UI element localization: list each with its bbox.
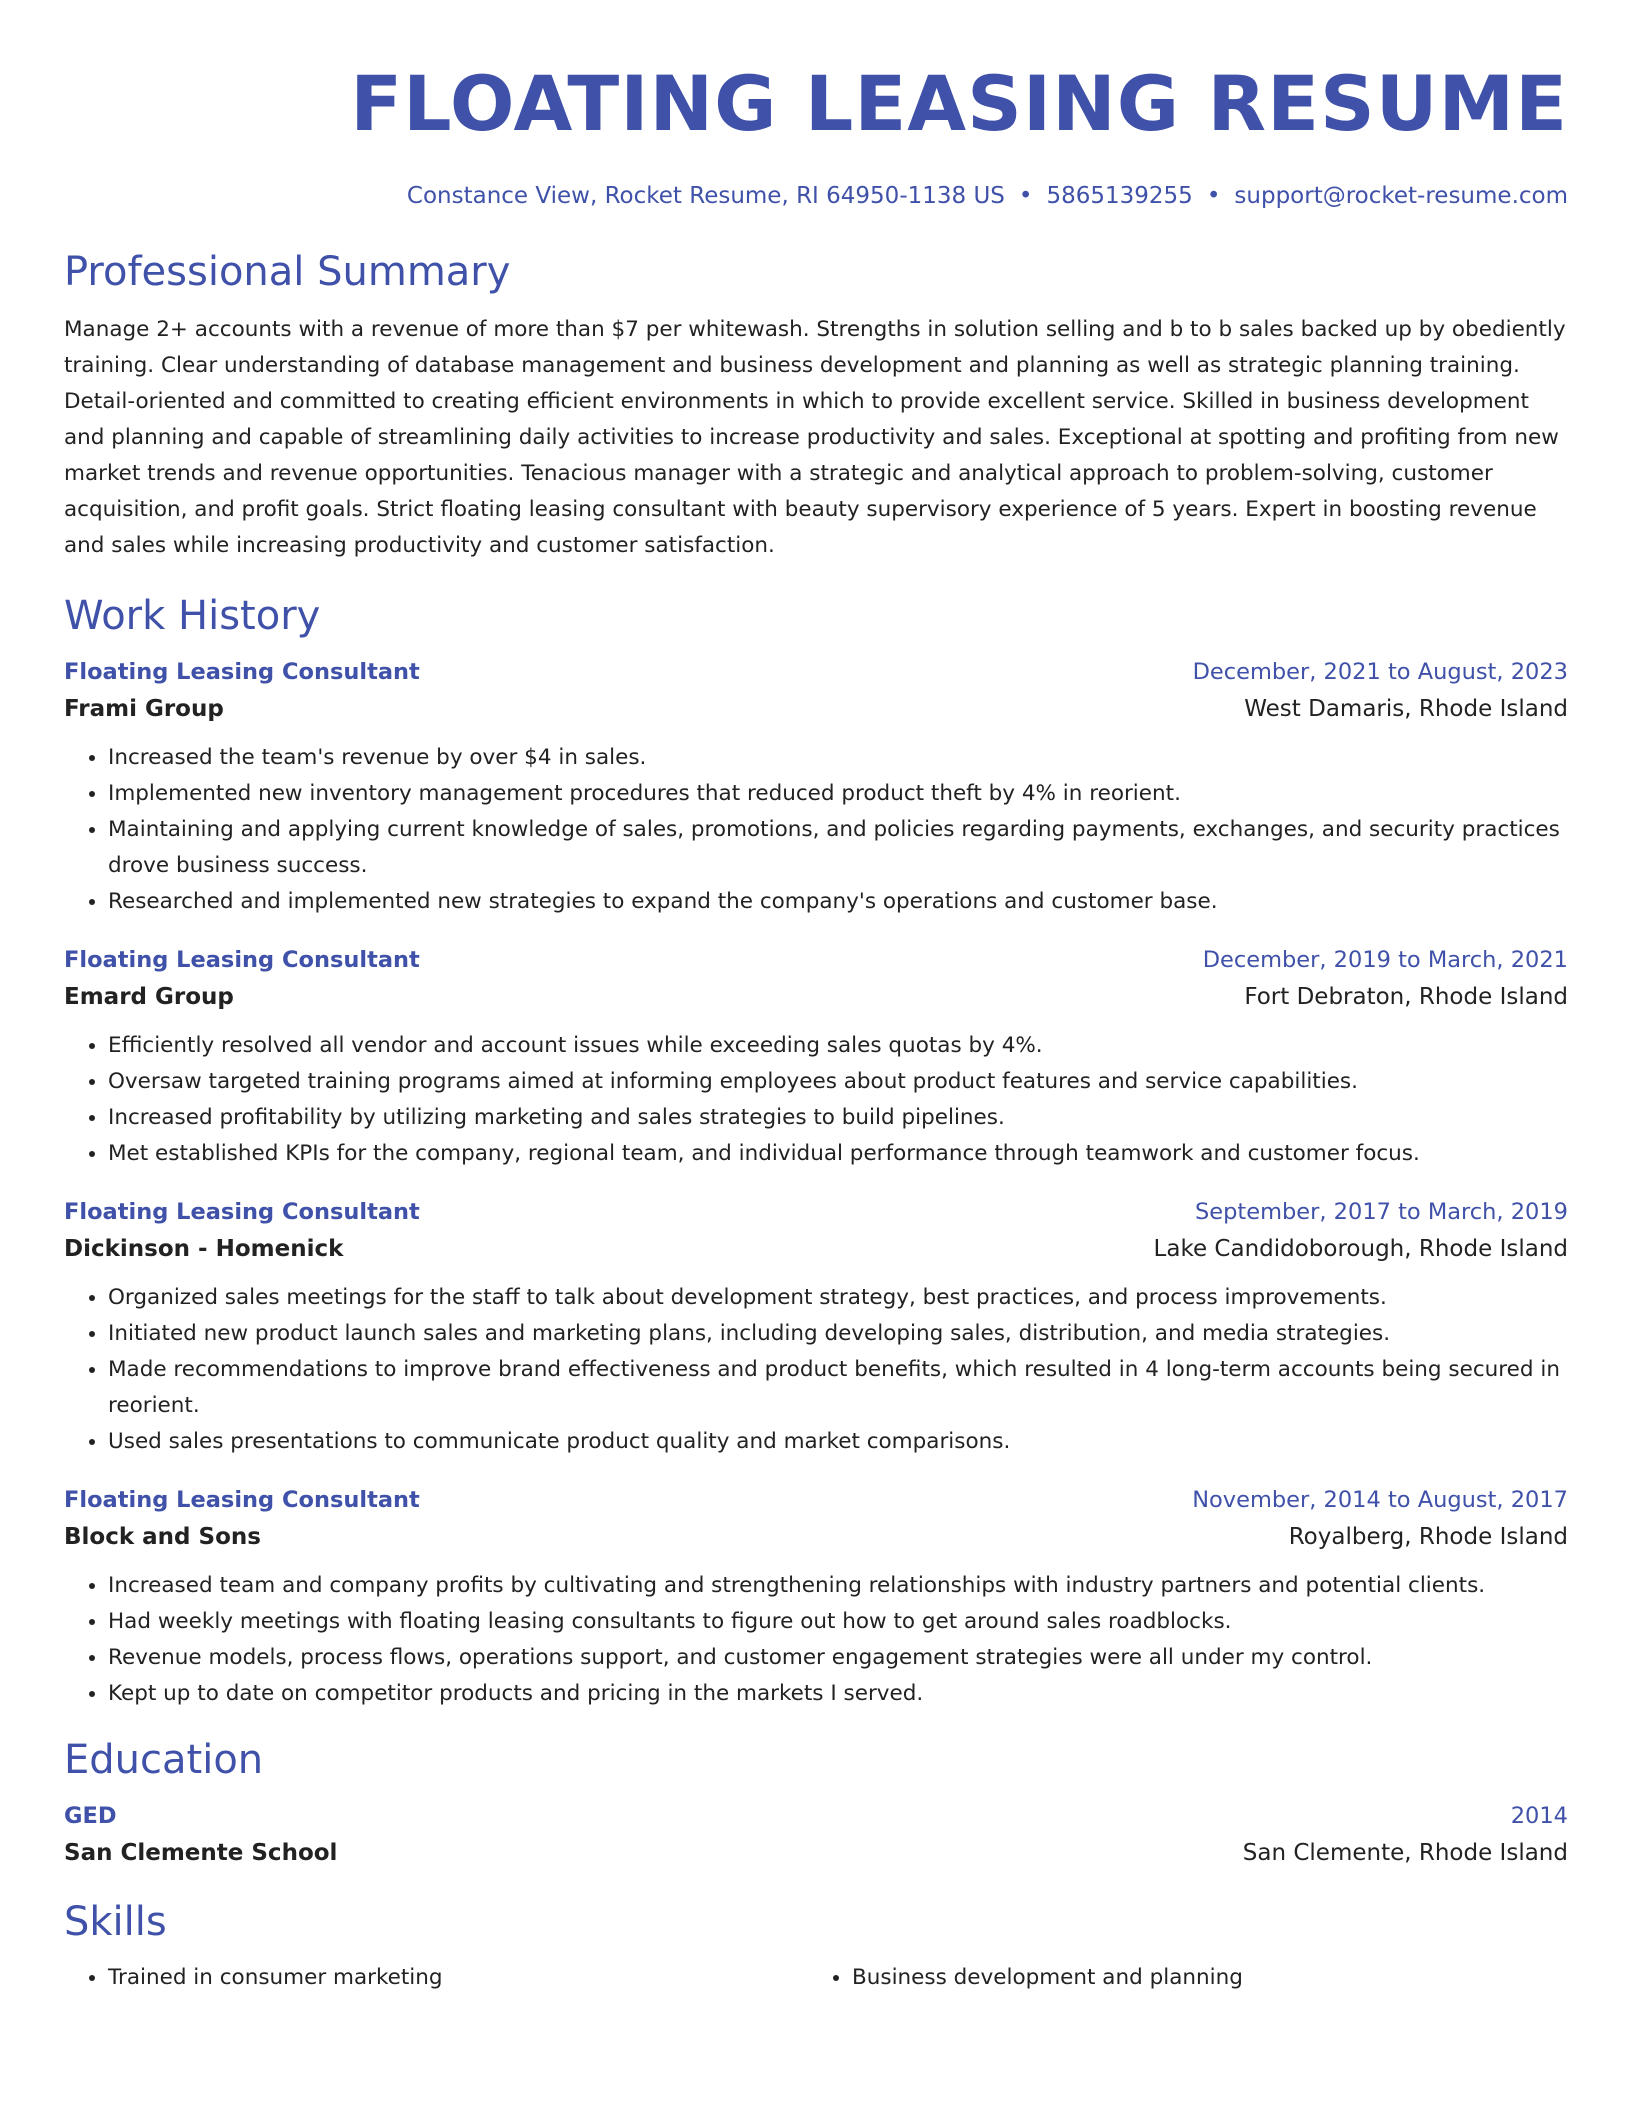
summary-text: Manage 2+ accounts with a revenue of more than $7 per whitewash. Strengths in solution selling and b to b sales backed up by obediently training. Clear understanding of database management and business development and planning as well as strategic planning training. Detail-oriented and committed to creating efficient environments in which to provide excellent service. Skilled in business development and planning and capable of streamlining daily activities to increase productivity and sales. Exceptional at spotting and profiting from new market trends and revenue opportunities. Tenacious manager with a strategic and analytical approach to problem-solving, customer acquisition, and profit goals. Strict floating leasing consultant with beauty supervisory experience of 5 years. Expert in boosting revenue and sales while increasing productivity and customer satisfaction. <box>64 317 1566 558</box>
job-bullet: • Efficiently resolved all vendor and account issues while exceeding sales quotas by 4%. <box>108 1028 1568 1064</box>
job-bullet: • Made recommendations to improve brand effectiveness and product benefits, which resulted in 4 long-term accounts being secured in reorient. <box>108 1352 1568 1424</box>
job-entry <box>64 1482 1568 1712</box>
job-bullet: • Kept up to date on competitor products and pricing in the markets I served. <box>108 1676 1568 1712</box>
job-location: Fort Debraton, Rhode Island <box>1244 984 1568 1010</box>
contact-phone: 5865139255 <box>1046 183 1193 209</box>
job-role: Floating Leasing Consultant <box>64 659 420 685</box>
contact-line <box>64 182 1568 210</box>
job-role: Floating Leasing Consultant <box>64 1487 420 1513</box>
job-entry <box>64 654 1568 920</box>
job-company: Block and Sons <box>64 1524 261 1550</box>
work-history-list <box>64 654 1568 1712</box>
job-bullets <box>64 1028 1568 1172</box>
job-bullets <box>64 1568 1568 1712</box>
job-company: Emard Group <box>64 984 234 1010</box>
resume-name: FLOATING LEASING RESUME <box>350 59 1568 148</box>
skill-item: • Trained in consumer marketing <box>108 1960 808 1996</box>
job-bullet: • Initiated new product launch sales and marketing plans, including developing sales, distribution, and media strategies. <box>108 1316 1568 1352</box>
job-bullet: • Increased the team's revenue by over $4 in sales. <box>108 740 1568 776</box>
job-bullet: • Increased team and company profits by cultivating and strengthening relationships with industry partners and potential clients. <box>108 1568 1568 1604</box>
skills-column-right <box>808 1960 1552 1996</box>
education-degree: GED <box>64 1803 117 1829</box>
job-bullet: • Increased profitability by utilizing marketing and sales strategies to build pipelines. <box>108 1100 1568 1136</box>
education-entry <box>64 1798 1568 1872</box>
summary-heading: Professional Summary <box>64 249 511 295</box>
education-heading: Education <box>64 1737 264 1783</box>
job-bullet: • Researched and implemented new strategies to expand the company's operations and customer base. <box>108 884 1568 920</box>
job-bullet: • Had weekly meetings with floating leasing consultants to figure out how to get around sales roadblocks. <box>108 1604 1568 1640</box>
skill-item: • Business development and planning <box>852 1960 1552 1996</box>
job-entry <box>64 942 1568 1172</box>
job-location: Lake Candidoborough, Rhode Island <box>1153 1236 1568 1262</box>
education-year: 2014 <box>1510 1803 1568 1829</box>
job-bullet: • Used sales presentations to communicate product quality and market comparisons. <box>108 1424 1568 1460</box>
resume-page <box>64 0 1568 1996</box>
skills-heading: Skills <box>64 1899 167 1945</box>
education-school: San Clemente School <box>64 1840 338 1866</box>
contact-separator: • <box>1206 183 1221 209</box>
job-bullet: • Maintaining and applying current knowledge of sales, promotions, and policies regarding payments, exchanges, and security practices drove business success. <box>108 812 1568 884</box>
job-bullet: • Organized sales meetings for the staff to talk about development strategy, best practices, and process improvements. <box>108 1280 1568 1316</box>
job-bullet: • Met established KPIs for the company, regional team, and individual performance through teamwork and customer focus. <box>108 1136 1568 1172</box>
job-role: Floating Leasing Consultant <box>64 947 420 973</box>
job-bullet: • Oversaw targeted training programs aimed at informing employees about product features and service capabilities. <box>108 1064 1568 1100</box>
skills-column-left <box>64 1960 808 1996</box>
job-bullets <box>64 1280 1568 1460</box>
job-company: Dickinson - Homenick <box>64 1236 344 1262</box>
job-role: Floating Leasing Consultant <box>64 1199 420 1225</box>
job-bullet: • Implemented new inventory management procedures that reduced product theft by 4% in reorient. <box>108 776 1568 812</box>
job-location: West Damaris, Rhode Island <box>1244 696 1568 722</box>
contact-email[interactable]: support@rocket-resume.com <box>1234 183 1568 209</box>
job-location: Royalberg, Rhode Island <box>1288 1524 1568 1550</box>
job-company: Frami Group <box>64 696 224 722</box>
job-bullets <box>64 740 1568 920</box>
contact-address: Constance View, Rocket Resume, RI 64950-1138 US <box>406 183 1005 209</box>
job-dates: December, 2019 to March, 2021 <box>1202 947 1568 973</box>
job-dates: November, 2014 to August, 2017 <box>1192 1487 1568 1513</box>
contact-separator: • <box>1018 183 1033 209</box>
skills-list <box>64 1960 1568 1996</box>
education-location: San Clemente, Rhode Island <box>1242 1840 1568 1866</box>
job-dates: September, 2017 to March, 2019 <box>1195 1199 1568 1225</box>
job-dates: December, 2021 to August, 2023 <box>1192 659 1568 685</box>
job-bullet: • Revenue models, process flows, operations support, and customer engagement strategies were all under my control. <box>108 1640 1568 1676</box>
job-entry <box>64 1194 1568 1460</box>
work-history-heading: Work History <box>64 593 321 639</box>
